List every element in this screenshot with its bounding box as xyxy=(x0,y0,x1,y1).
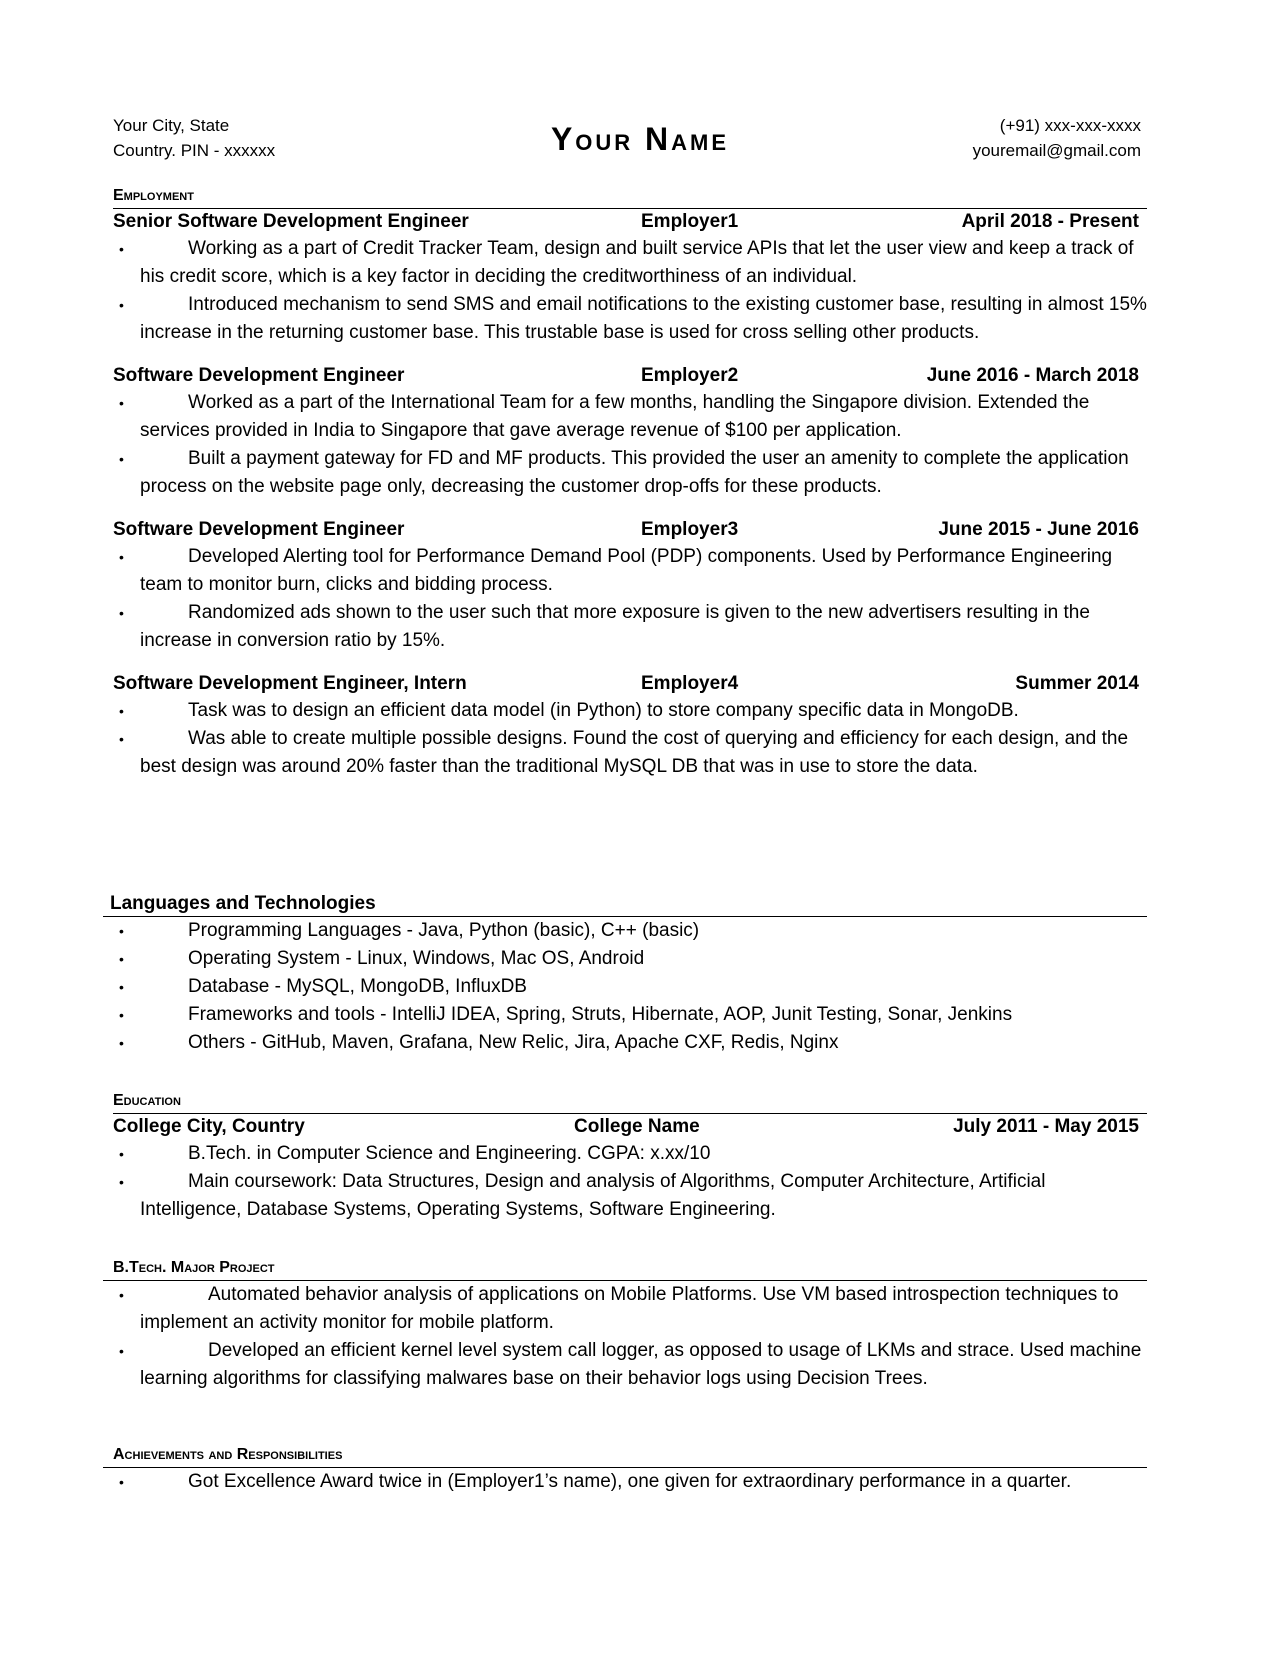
education-section xyxy=(113,1090,1147,1224)
job-bullets xyxy=(113,697,1147,781)
job-dates: Summer 2014 xyxy=(1015,673,1139,694)
bullet-icon: • xyxy=(119,605,124,621)
college-name: College Name xyxy=(574,1116,700,1137)
job-employer: Employer2 xyxy=(641,365,739,386)
section-title-project: B.Tech. Major Project xyxy=(103,1257,1147,1281)
bullet-text: Automated behavior analysis of applications on Mobile Platforms. Use VM based introspection techniques to implement an activity monitor for mobile platform. xyxy=(140,1284,1119,1333)
bullet-text: Developed an efficient kernel level system call logger, as opposed to usage of LKMs and strace. Used machine learning algorithms for classifying malwares base on their behavior logs using Decision Trees. xyxy=(140,1340,1142,1389)
job-role: Software Development Engineer xyxy=(113,519,405,540)
education-header xyxy=(113,1114,1147,1140)
project-bullets xyxy=(113,1281,1147,1393)
list-item xyxy=(113,1140,1147,1168)
job-header xyxy=(113,363,1147,389)
job-role: Software Development Engineer, Intern xyxy=(113,673,467,694)
job-bullets xyxy=(113,389,1147,501)
list-item xyxy=(113,1029,1147,1057)
bullet-text: Task was to design an efficient data model (in Python) to store company specific data in MongoDB. xyxy=(188,700,1019,721)
bullet-icon: • xyxy=(119,1174,124,1190)
bullet-text: Others - GitHub, Maven, Grafana, New Relic, Jira, Apache CXF, Redis, Nginx xyxy=(188,1032,839,1053)
section-title-employment: Employment xyxy=(113,185,1147,209)
bullet-icon: • xyxy=(119,241,124,257)
bullet-text: B.Tech. in Computer Science and Engineering. CGPA: x.xx/10 xyxy=(188,1143,711,1164)
job-employer: Employer1 xyxy=(641,211,739,232)
list-item xyxy=(113,973,1147,1001)
job-entry xyxy=(113,671,1147,781)
bullet-icon: • xyxy=(119,549,124,565)
job-entry xyxy=(113,363,1147,501)
education-bullets xyxy=(113,1140,1147,1224)
candidate-name: Your Name xyxy=(550,121,730,157)
bullet-text: Introduced mechanism to send SMS and email notifications to the existing customer base, resulting in almost 15% increase in the returning customer base. This trustable base is used for cross selling other products. xyxy=(140,294,1147,343)
bullet-text: Working as a part of Credit Tracker Team, design and built service APIs that let the user view and keep a track of his credit score, which is a key factor in deciding the creditworthiness of an individual. xyxy=(140,238,1134,287)
list-item xyxy=(113,1281,1147,1337)
list-item xyxy=(113,1001,1147,1029)
country-pin: Country. PIN - xxxxxx xyxy=(113,141,276,160)
job-dates: June 2015 - June 2016 xyxy=(938,519,1139,540)
job-dates: April 2018 - Present xyxy=(961,211,1139,232)
bullet-text: Main coursework: Data Structures, Design and analysis of Algorithms, Computer Architecture, Artificial Intelligence, Database Systems, Operating Systems, Software Engineering. xyxy=(140,1171,1046,1220)
list-item xyxy=(113,1168,1147,1224)
bullet-text: Worked as a part of the International Team for a few months, handling the Singapore division. Extended the services provided in India to Singapore that gave average revenue of $100 per application. xyxy=(140,392,1090,441)
project-section xyxy=(103,1257,1147,1393)
job-entry xyxy=(113,517,1147,655)
bullet-text: Was able to create multiple possible designs. Found the cost of querying and efficiency for each design, and the best design was around 20% faster than the traditional MySQL DB that was in use to store the data. xyxy=(140,728,1129,777)
job-bullets xyxy=(113,543,1147,655)
achievements-section xyxy=(103,1444,1147,1496)
section-title-languages: Languages and Technologies xyxy=(103,893,1147,917)
bullet-text: Frameworks and tools - IntelliJ IDEA, Spring, Struts, Hibernate, AOP, Junit Testing, Sonar, Jenkins xyxy=(188,1004,1013,1025)
job-employer: Employer4 xyxy=(641,673,739,694)
list-item xyxy=(113,1337,1147,1393)
list-item xyxy=(113,725,1147,781)
bullet-text: Developed Alerting tool for Performance Demand Pool (PDP) components. Used by Performance Engineering team to monitor burn, clicks and bidding process. xyxy=(140,546,1113,595)
bullet-icon: • xyxy=(119,703,124,719)
bullet-icon: • xyxy=(119,979,124,995)
job-header xyxy=(113,517,1147,543)
job-dates: June 2016 - March 2018 xyxy=(926,365,1139,386)
bullet-icon: • xyxy=(119,395,124,411)
job-header xyxy=(113,671,1147,697)
job-role: Senior Software Development Engineer xyxy=(113,211,469,232)
list-item xyxy=(113,917,1147,945)
bullet-icon: • xyxy=(119,1474,124,1490)
email-address: youremail@gmail.com xyxy=(972,141,1141,160)
languages-section xyxy=(103,893,1147,1057)
city-state: Your City, State xyxy=(113,116,230,135)
bullet-icon: • xyxy=(119,923,124,939)
job-employer: Employer3 xyxy=(641,519,739,540)
job-bullets xyxy=(113,235,1147,347)
bullet-text: Database - MySQL, MongoDB, InfluxDB xyxy=(188,976,527,997)
list-item xyxy=(113,945,1147,973)
achievements-bullets xyxy=(113,1468,1147,1496)
bullet-icon: • xyxy=(119,451,124,467)
section-title-education: Education xyxy=(113,1090,1147,1114)
bullet-icon: • xyxy=(119,1287,124,1303)
list-item xyxy=(113,291,1147,347)
bullet-text: Operating System - Linux, Windows, Mac OS, Android xyxy=(188,948,645,969)
contact-block xyxy=(973,113,1141,163)
bullet-text: Randomized ads shown to the user such that more exposure is given to the new advertisers resulting in the increase in conversion ratio by 15%. xyxy=(140,602,1090,651)
bullet-icon: • xyxy=(119,1343,124,1359)
bullet-text: Built a payment gateway for FD and MF products. This provided the user an amenity to complete the application process on the website page only, decreasing the customer drop-offs for these products. xyxy=(140,448,1129,497)
employment-section xyxy=(113,185,1147,781)
job-header xyxy=(113,209,1147,235)
bullet-icon: • xyxy=(119,297,124,313)
list-item xyxy=(113,1468,1147,1496)
bullet-icon: • xyxy=(119,1007,124,1023)
phone-number: (+91) xxx-xxx-xxxx xyxy=(999,116,1141,135)
college-location: College City, Country xyxy=(113,1116,305,1137)
list-item xyxy=(113,697,1147,725)
job-role: Software Development Engineer xyxy=(113,365,405,386)
bullet-icon: • xyxy=(119,1146,124,1162)
bullet-text: Programming Languages - Java, Python (basic), C++ (basic) xyxy=(188,920,700,941)
bullet-icon: • xyxy=(119,731,124,747)
education-dates: July 2011 - May 2015 xyxy=(953,1116,1139,1137)
list-item xyxy=(113,235,1147,291)
list-item xyxy=(113,543,1147,599)
languages-list xyxy=(113,917,1147,1057)
bullet-icon: • xyxy=(119,951,124,967)
bullet-icon: • xyxy=(119,1035,124,1051)
list-item xyxy=(113,389,1147,445)
list-item xyxy=(113,445,1147,501)
list-item xyxy=(113,599,1147,655)
bullet-text: Got Excellence Award twice in (Employer1’s name), one given for extraordinary performance in a quarter. xyxy=(188,1471,1072,1492)
job-entry xyxy=(113,209,1147,347)
section-title-achievements: Achievements and Responsibilities xyxy=(103,1444,1147,1468)
